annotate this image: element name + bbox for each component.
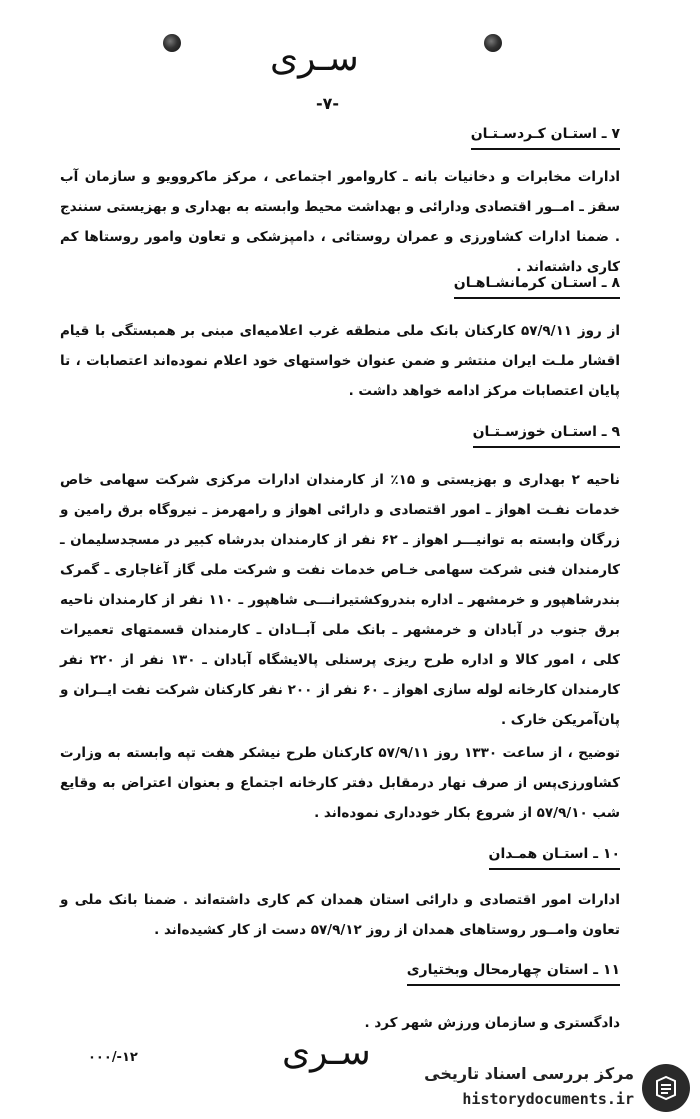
watermark-title: مرکز بررسی اسناد تاریخی	[424, 1064, 634, 1083]
punch-hole-right	[484, 34, 502, 52]
classification-stamp-top: سـری	[270, 38, 359, 79]
watermark-logo	[406, 1062, 696, 1116]
section-body-chaharmahal: دادگستری و سازمان ورزش شهر کرد .	[364, 1015, 620, 1031]
section-body-kermanshahan: از روز ۵۷/۹/۱۱ کارکنان بانک ملی منطقه غرب اعلامیه‌ای مبنی بر همبستگی با قیام اقشار ملـت ایران منتشر و ضمن عنوان خواستهای خود اعلام نموده‌اند اعتصابات ، تا پایان اعتصابات مرکز ادامه خواهد داشت .	[60, 323, 620, 399]
section-heading-text: ۱۰ ـ استـان همـدان	[488, 846, 620, 862]
section-note-khuzestan: توضیح ، از ساعت ۱۳۳۰ روز ۵۷/۹/۱۱ کارکنان طرح نیشکر هفت تپه وابسته به وزارت کشاورزی‌پس از صرف نهار درمقابل دفتر کارخانه اجتماع و بعنوان اعتراض به وقایع شب ۵۷/۹/۱۰ از شروع بکار خودداری نموده‌اند .	[60, 745, 620, 821]
watermark-url: historydocuments.ir	[462, 1090, 634, 1108]
section-body-khuzestan: ناحیه ۲ بهداری و بهزیستی و ۱۵٪ از کارمندان ادارات مرکزی شرکت سهامی خاص خدمات نفـت اهواز ـ امور اقتصادی و دارائی اهواز و رامهرمز ـ نیروگاه برق رامین و زرگان وابسته به توانیـــر اهواز ـ ۶۲ نفر از کارمندان بدرشاه کبیر در مسجدسلیمان ـ کارمندان فنی شرکت سهامی خـاص خدمات نفت و شرکت ملی گاز آغاجاری ـ گمرک بندرشاهپور و خرمشهر ـ اداره بندروکشتیرانـــی شاهپور ـ ۱۱۰ نفر از کارمندان ناحیه برق جنوب در آبادان و خرمشهر ـ بانک ملی آبــادان ـ کارمندان قسمتهای تعمیرات کلی ، امور کالا و اداره طرح ریزی پرسنلی پالایشگاه آبادان ـ ۱۳۰ نفر از ۲۲۰ نفر کارمندان کارخانه لوله سازی اهواز ـ ۶۰ نفر از ۲۰۰ نفر کارکنان شرکت نفت ایــران و پان‌آمریکن خارک .	[60, 472, 621, 728]
section-body-kurdistan: ادارات مخابرات و دخانیات بانه ـ کاروامور اجتماعی ، مرکز ماکروویو و سازمان آب سقز ـ امــور اقتصادی ودارائی و بهداشت محیط وابسته به بهداری و بهزیستی سنندج . ضمنا ادارات کشاورزی و عمران روستائی ، دامپزشکی و تعاون وامور روستاها کم کاری داشته‌اند .	[60, 169, 620, 275]
section-heading-text: ۷ ـ استـان کـردسـتـان	[470, 126, 620, 142]
section-heading-text: ۱۱ ـ استان چهارمحال وبختیاری	[406, 962, 620, 978]
archive-emblem-icon	[642, 1064, 690, 1112]
punch-hole-left	[163, 34, 181, 52]
section-heading-text: ۹ ـ استـان خوزسـتـان	[472, 424, 620, 440]
section-heading-kurdistan	[471, 126, 620, 150]
heading-underline	[407, 984, 620, 986]
heading-underline	[473, 446, 620, 448]
classification-stamp-bottom: سـری	[282, 1032, 371, 1073]
section-heading-text: ۸ ـ استـان کرمانشـاهـان	[453, 275, 620, 291]
reference-number: ۱۲-/۰۰۰	[88, 1050, 138, 1065]
heading-underline	[471, 148, 620, 150]
section-heading-chaharmahal	[407, 962, 620, 986]
section-heading-hamadan	[489, 846, 621, 870]
section-body-hamadan: ادارات امور اقتصادی و دارائی استان همدان کم کاری داشته‌اند . ضمنا بانک ملی و تعاون وامــور روستاهای همدان از روز ۵۷/۹/۱۲ دست از کار کشیده‌اند .	[60, 892, 620, 938]
section-heading-kermanshahan	[454, 275, 620, 299]
heading-underline	[454, 297, 620, 299]
page-number: -۷-	[316, 94, 340, 113]
heading-underline	[489, 868, 621, 870]
section-heading-khuzestan	[473, 424, 620, 448]
